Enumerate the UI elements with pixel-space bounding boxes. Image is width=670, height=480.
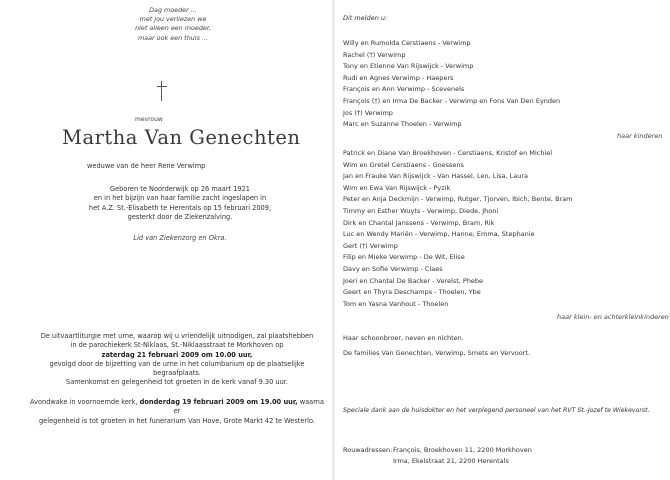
deceased-name: Martha Van Genechten xyxy=(62,126,301,149)
widow-line xyxy=(87,162,205,170)
intro-text: Dit melden u: xyxy=(343,14,388,22)
wake-info xyxy=(26,398,328,426)
grandchildren-label: haar klein- en achterkleinkinderen xyxy=(557,313,669,321)
list-item: Wim en Gretel Cerstiaens - Goessens xyxy=(343,160,464,169)
list-item: Wim en Ewa Van Rijswijck - Pyzik xyxy=(343,183,451,192)
address-line: Irma, Ekelstraat 21, 2200 Herentals xyxy=(393,457,509,465)
list-item: Rachel (†) Verwimp xyxy=(343,50,406,59)
poem-line: Dag moeder ... xyxy=(149,6,197,14)
grandchildren-list xyxy=(343,148,663,310)
spouse-name: Rene Verwimp xyxy=(158,162,206,170)
list-item: Luc en Wendy Mariën - Verwimp, Hanne, Emma, Stephanie xyxy=(343,230,535,239)
list-item: Rudi en Agnes Verwimp - Haepers xyxy=(343,73,454,82)
born-line: het A.Z. St.-Elisabeth te Herentals op 15 februari 2009, xyxy=(88,203,272,212)
children-label: haar kinderen xyxy=(617,132,663,140)
list-item: Timmy en Esther Wuyts - Verwimp, Diede, Jhoni xyxy=(343,206,499,215)
list-item: Geert en Thyra Deschamps - Thoelen, Ybe xyxy=(343,288,481,297)
families-line: De families Van Genechten, Verwimp, Smets en Vervoort. xyxy=(343,349,530,357)
funeral-ceremony xyxy=(26,332,328,378)
poem xyxy=(118,6,228,43)
membership: Lid van Ziekenzorg en Okra. xyxy=(133,234,227,242)
birth-death-text xyxy=(80,185,280,223)
list-item: Tony en Etienne Van Rijswijck - Verwimp xyxy=(343,62,474,71)
thanks-note: Speciale dank aan de huisdokter en het verplegend personeel van het RVT St.-Jozef te Wiekevorst. xyxy=(343,407,650,414)
list-item: Joeri en Chantal De Backer - Verelst, Phebe xyxy=(343,276,484,285)
list-item: François en Ann Verwimp - Scevenels xyxy=(343,85,465,94)
list-item: Tom en Yasna Vanhout - Thoelen xyxy=(343,299,449,308)
ceremony-date: zaterdag 21 februari 2009 om 10.00 uur, xyxy=(101,350,253,359)
poem-line: maar ook een thuis ... xyxy=(137,33,209,42)
ceremony-line: gevolgd door de bijzetting van de urne in het columbarium op de plaatselijke begraafplaats. xyxy=(49,359,305,378)
honorific: mevrouw xyxy=(135,116,163,123)
list-item: François (†) en Irma De Backer - Verwimp en Fons Van Den Eynden xyxy=(343,96,561,105)
list-item: Willy en Rumolda Cerstiaens - Verwimp xyxy=(343,39,471,47)
born-line: Geboren te Noorderwijk op 26 maart 1921 xyxy=(109,185,251,193)
list-item: Jos (†) Verwimp xyxy=(343,108,393,117)
list-item: Davy en Sofie Verwimp - Claes xyxy=(343,264,443,273)
left-panel xyxy=(0,0,332,480)
cross-icon xyxy=(157,81,167,101)
ceremony-line: De uitvaartliturgie met urne, waarop wij u vriendelijk uitnodigen, zal plaatshebben xyxy=(40,332,314,340)
address-line: François, Broekhoven 11, 2200 Morkhoven xyxy=(393,446,532,454)
poem-line: niet alleen een moeder, xyxy=(135,24,211,33)
addresses-label: Rouwadressen: xyxy=(343,446,393,454)
list-item: Filip en Mieke Verwimp - De Wit, Elise xyxy=(343,253,465,262)
list-item: Peter en Anja Deckmijn - Verwimp, Rutger, Tjorven, Ibich, Bente, Bram xyxy=(343,195,573,204)
list-item: Marc en Suzanne Thoelen - Verwimp xyxy=(343,120,462,129)
wake-suffix: waarna er xyxy=(173,398,325,416)
wake-prefix: Avondwake in voornoemde kerk, xyxy=(29,398,138,406)
wake-line xyxy=(26,398,328,417)
list-item: Jan en Frauke Van Rijswijck - Van Hassel, Len, Lisa, Laura xyxy=(343,172,529,181)
list-item: Patrick en Diane Van Broekhoven - Cerstiaens, Kristof en Michiel xyxy=(343,149,553,157)
poem-line: met jou verliezen we xyxy=(139,15,207,24)
gathering-note: Samenkomst en gelegenheid tot groeten in de kerk vanaf 9.30 uur. xyxy=(66,378,288,386)
children-list xyxy=(343,38,663,131)
born-line: gesterkt door de Ziekenzalving. xyxy=(127,213,233,222)
widow-prefix: weduwe van de heer xyxy=(87,162,156,170)
in-law-line: Haar schoonbroer, neven en nichten. xyxy=(343,334,464,342)
list-item: Dirk en Chantal Janssens - Verwimp, Bram, Rik xyxy=(343,218,495,227)
list-item: Gert (†) Verwimp xyxy=(343,241,398,250)
ceremony-line: in de parochiekerk St-Niklaas, St.-Niklaasstraat te Morkhoven op xyxy=(70,341,284,350)
wake-date: donderdag 19 februari 2009 om 19.00 uur, xyxy=(139,398,298,406)
wake-line: gelegenheid is tot groeten in het funerarium Van Hove, Grote Markt 42 te Westerlo. xyxy=(39,416,315,425)
born-line: en in het bijzijn van haar familie zacht ingeslapen in xyxy=(93,194,267,203)
